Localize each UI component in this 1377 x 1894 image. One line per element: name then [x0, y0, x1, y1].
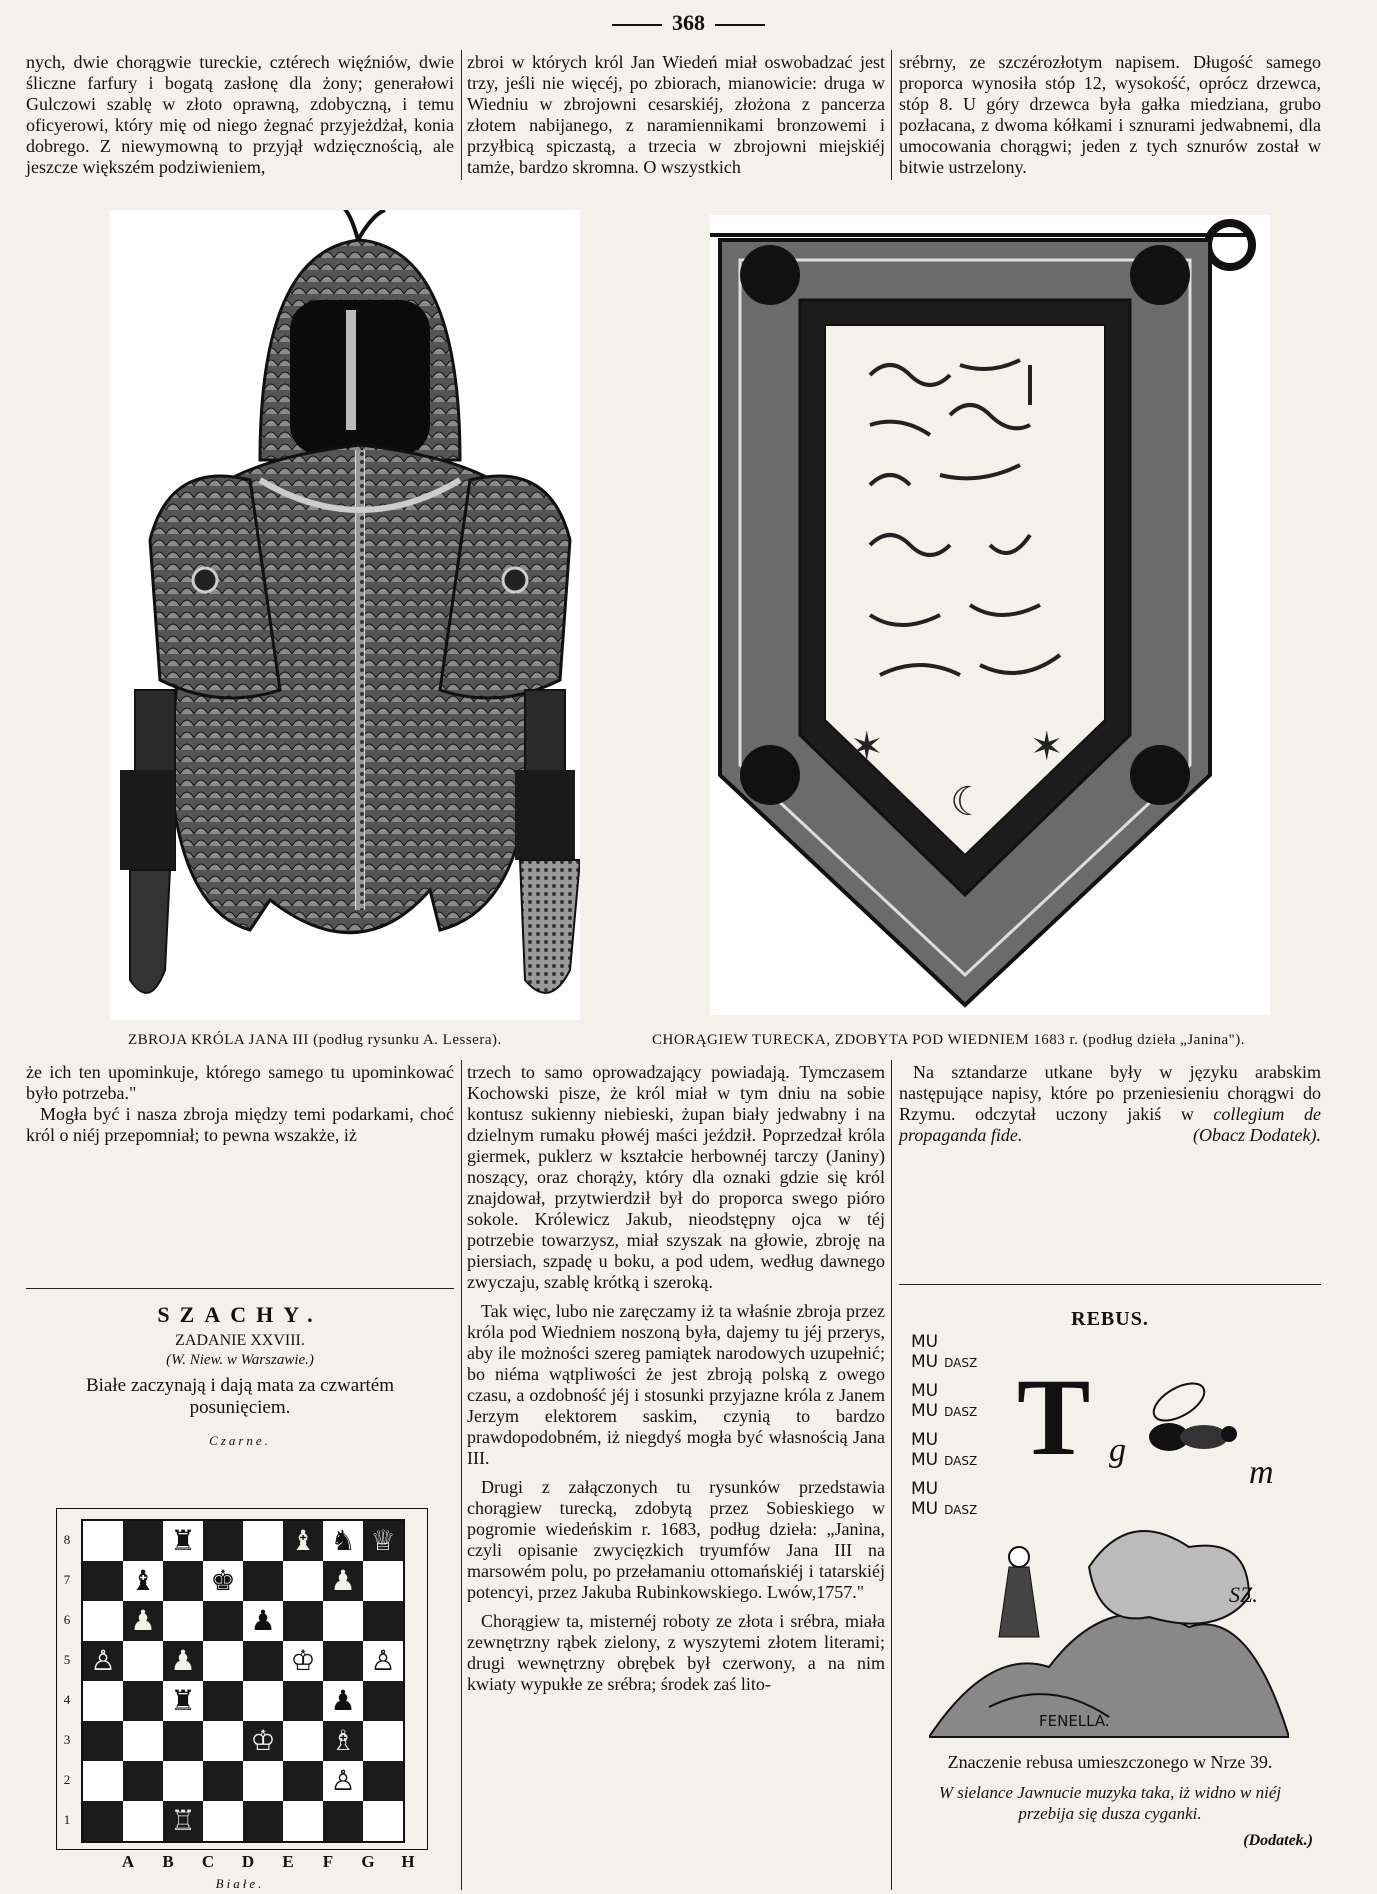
- chess-piece: ♖: [170, 1804, 196, 1837]
- chess-square: [163, 1721, 203, 1761]
- chess-square: [283, 1681, 323, 1721]
- rebus-line: [911, 1479, 977, 1499]
- rebus-syllable: MU: [911, 1352, 939, 1372]
- file-label: B: [162, 1852, 174, 1871]
- armor-caption: ZBROJA KRÓLA JANA III (podług rysunku A. Lessera).: [128, 1032, 502, 1048]
- rank-label: 7: [63, 1572, 71, 1587]
- chess-piece: ♔: [290, 1644, 316, 1677]
- chess-piece: ♟: [170, 1644, 196, 1677]
- mid-column-1-paragraph: że ich ten upominkuje, którego samego tu upominkować było potrzeba.": [26, 1062, 454, 1103]
- rebus-syllable: MU: [911, 1479, 939, 1499]
- rebus-syllable: DASZ: [944, 1405, 978, 1419]
- chess-square: [83, 1521, 123, 1561]
- rebus-appendix-reference: (Dodatek.): [1243, 1832, 1313, 1849]
- chess-task: Białe zaczynają i dają mata za czwartém posunięciem.: [85, 1375, 395, 1418]
- appendix-reference: (Obacz Dodatek).: [1193, 1125, 1321, 1145]
- chess-piece: ♝: [290, 1524, 316, 1557]
- top-column-2: [467, 52, 885, 178]
- collegium-reference: collegium de propaganda fide.: [899, 1104, 1321, 1145]
- mid-column-1: [26, 1062, 454, 1146]
- article-paragraph: Tak więc, lubo nie zaręczamy iż ta właśnie zbroja przez króla pod Wiedniem noszoną była, dajemy tu jéj przerys, aby ile możności szereg pamiątek narodowych uzupełnić; bo niéma wątpliwości że jest zbroją polską z owego czasu, a ozdobność jéj i stosunki przyjazne króla z Janem Jerzym elektorem saskim, czynią to bardzo prawdopodobném, iż niegdyś mogła być własnością Jana III.: [467, 1301, 885, 1468]
- chess-source: (W. Niew. w Warszawie.): [166, 1352, 314, 1368]
- chess-piece: ♟: [330, 1684, 356, 1717]
- mid-column-1-paragraph: Mogła być i nasza zbroja między temi podarkami, choć król o niéj przepomniał; to pewna wszakże, iż: [26, 1104, 454, 1145]
- chess-square: [123, 1721, 163, 1761]
- chessboard: [81, 1519, 405, 1843]
- white-side-label: Białe.: [215, 1876, 265, 1891]
- chess-square: [283, 1721, 323, 1761]
- rebus-answer-heading: Znaczenie rebusa umieszczonego w Nrze 39.: [947, 1752, 1273, 1772]
- chess-square: [123, 1761, 163, 1801]
- chess-piece: ♙: [370, 1644, 396, 1677]
- column-divider: [461, 50, 462, 180]
- chess-square: [203, 1681, 243, 1721]
- file-label: D: [241, 1852, 255, 1871]
- top-column-3: [899, 52, 1321, 178]
- file-label: A: [121, 1852, 135, 1871]
- chess-piece: ♚: [210, 1564, 236, 1597]
- rank-label: 5: [63, 1652, 71, 1667]
- chess-piece: ♜: [170, 1684, 196, 1717]
- rebus-section: [899, 1292, 1321, 1890]
- top-column-1-text: nych, dwie chorągwie tureckie, cztérech więźniów, dwie śliczne farfury i bogatą zasłonę dla żony; generałowi Gulczowi szablę w złoto oprawną, zdobyczną, i temu oficyerowi, który mię od niego żegnać przyjeżdżał, konia dobrego. Z niewymowną to przyjął wdzięcznością, ale jeszcze większém podziwieniem,: [26, 52, 454, 177]
- chessboard-frame: [56, 1508, 428, 1850]
- chess-square: [163, 1561, 203, 1601]
- mid-column-3: [899, 1062, 1321, 1146]
- chess-square: [283, 1601, 323, 1641]
- chess-piece: ♗: [330, 1724, 356, 1757]
- rank-label: 3: [63, 1732, 71, 1747]
- chess-square: [243, 1641, 283, 1681]
- rank-label: 8: [63, 1532, 71, 1547]
- rebus-syllable: MU: [911, 1332, 939, 1352]
- chess-square: [83, 1601, 123, 1641]
- black-side-label: Czarne.: [209, 1433, 271, 1448]
- page-number: 368: [0, 10, 1377, 36]
- chess-square: [283, 1761, 323, 1801]
- chess-piece: ♟: [250, 1604, 276, 1637]
- rebus-syllable: DASZ: [944, 1503, 978, 1517]
- chess-square: [203, 1641, 243, 1681]
- column-divider: [891, 50, 892, 180]
- rebus-answer: W sielance Jawnucie muzyka taka, iż widno w niéj przebija się dusza cyganki.: [938, 1783, 1282, 1823]
- chess-square: [243, 1681, 283, 1721]
- rebus-line: [911, 1352, 977, 1373]
- chess-square: [83, 1681, 123, 1721]
- rebus-signature: SZ.: [1229, 1582, 1258, 1607]
- armor-illustration: [110, 210, 580, 1020]
- article-paragraph: Chorągiew ta, misternéj roboty ze złota i srébra, miała zewnętrzny rąbek zielony, z wyszytemi złotem literami; drugi wewnętrzny obrębek był czerwony, a na nim kwiaty wypukłe ze srébra; środek zaś lito-: [467, 1611, 885, 1694]
- chess-square: [203, 1721, 243, 1761]
- rebus-letter-g: g: [1109, 1432, 1126, 1469]
- chess-square: [243, 1801, 283, 1841]
- chess-square: [83, 1801, 123, 1841]
- rebus-line: [911, 1401, 977, 1422]
- chess-square: [243, 1561, 283, 1601]
- chess-section: [26, 1296, 454, 1891]
- chess-square: [123, 1801, 163, 1841]
- chess-piece: ♞: [330, 1524, 356, 1557]
- rank-label: 6: [63, 1612, 71, 1627]
- rebus-letter-m: m: [1249, 1454, 1274, 1491]
- top-column-3-text: srébrny, ze szczérozłotym napisem. Długość samego proporca wynosiła stóp 12, wysokość, oprócz drzewca, stóp 8. U góry drzewca była gałka miedziana, grubo pozłacana, z dwoma kółkami i sznurami jedwabnemi, dla umocowania chorągwi; jeden z tych sznurów został w bitwie ustrzelony.: [899, 52, 1321, 177]
- chess-piece: ♙: [90, 1644, 116, 1677]
- top-column-2-text: zbroi w których król Jan Wiedeń miał oswobadzać jest trzy, jeśli nie więcéj, po zbiorach, mianowicie: druga w Wiedniu w zbrojowni cesarskiéj, złożona z pancerza złotem nabijanego, z naramiennikami bronzowemi i przyłbicą spiczastą, a trzecia w zbrojowni miejskiéj tamże, bardzo skromna. O wszystkich: [467, 52, 885, 177]
- chess-square: [323, 1641, 363, 1681]
- chess-square: [83, 1721, 123, 1761]
- chess-square: [363, 1761, 403, 1801]
- rebus-syllable: MU: [911, 1499, 939, 1519]
- chess-square: [123, 1681, 163, 1721]
- chess-square: [203, 1761, 243, 1801]
- section-rule: [26, 1288, 454, 1289]
- chess-square: [203, 1521, 243, 1561]
- rank-label: 1: [63, 1812, 71, 1827]
- mid-column-3-text: Na sztandarze utkane były w języku arabskim następujące napisy, które po przeniesieniu chorągwi do Rzymu. odczytał uczony jakiś w: [899, 1062, 1321, 1124]
- rebus-word-list: [911, 1332, 977, 1528]
- chess-square: [283, 1561, 323, 1601]
- chess-problem-number: ZADANIE XXVIII.: [175, 1332, 305, 1349]
- rebus-line: [911, 1381, 977, 1401]
- chess-square: [363, 1801, 403, 1841]
- article-paragraph: trzech to samo oprowadzający powiadają. Tymczasem Kochowski pisze, że król miał w tym dniu na sobie kontusz sukienny niebieski, żupan biały jedwabny i na dzielnym rumaku płowéj maści jeździł. Poprzedzał króla giermek, puklerz w kształcie herbownéj tarczy (Janiny) noszący, oraz chorąży, który dla oznaki gdzie się król znajdował, przytwierdził był do proporca swego pióro sokole. Królewicz Jakub, nieodstępny ojca w téj potrzebie towarzysz, miał szyszak na głowie, zbroję na piersiach, szpadę u boku, a pod udem, według dawnego zwyczaju, szablę krótką i szeroką.: [467, 1062, 885, 1292]
- chess-square: [163, 1601, 203, 1641]
- file-label: C: [201, 1852, 215, 1871]
- chess-piece: ♝: [130, 1564, 156, 1597]
- banner-illustration: [710, 215, 1270, 1015]
- rebus-title: REBUS.: [1071, 1308, 1149, 1330]
- svg-text:✶: ✶: [1030, 724, 1064, 770]
- rank-label: 2: [63, 1772, 71, 1787]
- chess-square: [163, 1761, 203, 1801]
- chess-piece: ♙: [330, 1764, 356, 1797]
- top-column-1: [26, 52, 454, 178]
- rebus-line: [911, 1332, 977, 1352]
- chess-square: [203, 1601, 243, 1641]
- chess-square: [363, 1561, 403, 1601]
- rebus-syllable: MU: [911, 1430, 939, 1450]
- chess-square: [283, 1801, 323, 1841]
- rebus-syllable: MU: [911, 1450, 939, 1470]
- chess-square: [363, 1601, 403, 1641]
- file-label: H: [401, 1852, 415, 1871]
- chess-piece: ♔: [250, 1724, 276, 1757]
- rebus-big-letter: T: [1017, 1356, 1091, 1478]
- banner-caption: CHORĄGIEW TURECKA, ZDOBYTA POD WIEDNIEM 1683 r. (podług dzieła „Janina").: [652, 1032, 1246, 1048]
- chess-square: [243, 1761, 283, 1801]
- rank-label: 4: [63, 1692, 71, 1707]
- rebus-line: [911, 1430, 977, 1450]
- chess-square: [123, 1641, 163, 1681]
- chess-square: [363, 1721, 403, 1761]
- column-divider: [461, 1060, 462, 1890]
- rebus-syllable: DASZ: [944, 1356, 978, 1370]
- chess-square: [123, 1521, 163, 1561]
- rebus-syllable: DASZ: [944, 1454, 978, 1468]
- chess-piece: ♟: [330, 1564, 356, 1597]
- column-divider: [891, 1060, 892, 1890]
- file-label: F: [322, 1852, 334, 1871]
- wasp-icon: [1129, 1362, 1249, 1487]
- file-label: G: [361, 1852, 375, 1871]
- chess-square: [203, 1801, 243, 1841]
- main-article-column: [467, 1062, 885, 1695]
- chess-square: [83, 1561, 123, 1601]
- chess-piece: ♕: [370, 1524, 396, 1557]
- chess-square: [323, 1601, 363, 1641]
- chess-square: [83, 1761, 123, 1801]
- file-label: E: [282, 1852, 294, 1871]
- section-rule: [899, 1284, 1321, 1285]
- chess-square: [323, 1801, 363, 1841]
- svg-text:☾: ☾: [950, 779, 986, 825]
- chess-piece: ♟: [130, 1604, 156, 1637]
- rebus-line: [911, 1450, 977, 1471]
- fenella-label: FENELLA.: [1039, 1712, 1110, 1730]
- chess-piece: ♜: [170, 1524, 196, 1557]
- chess-square: [243, 1521, 283, 1561]
- rebus-syllable: MU: [911, 1381, 939, 1401]
- article-paragraph: Drugi z załączonych tu rysunków przedstawia chorągiew turecką, zdobytą przez Sobieskiego w pogromie wiedeńskim r. 1683, podług dzieła: „Janina, czyli opisanie zwycięzkich tryumfów Jana III na marsowém polu, po przełamaniu ottomańskiéj i tatarskiéj potencyi, przez Jakuba Rubinkowskiego. Lwów,1757.": [467, 1477, 885, 1602]
- svg-text:✶: ✶: [850, 724, 884, 770]
- chess-title: SZACHY.: [157, 1302, 323, 1327]
- rebus-syllable: MU: [911, 1401, 939, 1421]
- chess-square: [363, 1681, 403, 1721]
